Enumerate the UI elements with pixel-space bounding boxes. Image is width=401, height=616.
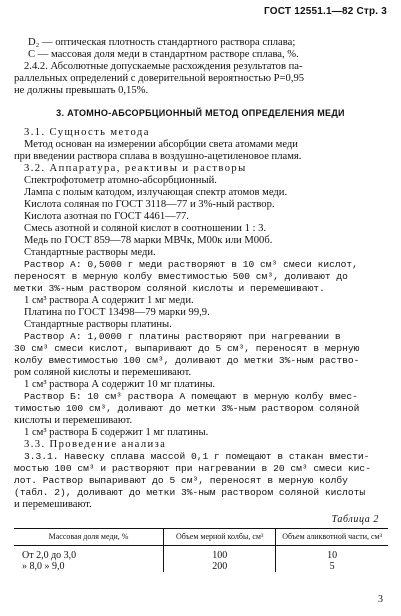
- table-header-cell: Массовая доля меди, %: [14, 529, 164, 546]
- text-line: Раствор А: 1,0000 г платины растворяют при нагревании в: [24, 331, 341, 342]
- text-line: тимостью 100 см³, доливают до метки 3%-ным раствором соляной: [14, 403, 360, 414]
- text-line: Медь по ГОСТ 859—78 марки МВЧк, М00к или М00б.: [24, 235, 273, 246]
- table-cell: 5: [276, 561, 388, 572]
- table-caption: Таблица 2: [331, 514, 379, 525]
- text-line: мостью 100 см³ и растворяют при нагревании в 20 см³ смеси кис-: [14, 463, 371, 474]
- table-cell: 200: [164, 561, 276, 572]
- text-line: 1 см³ раствора Б содержит 1 мг платины.: [24, 427, 209, 438]
- text-line: 3.3.1. Навеску сплава массой 0,1 г помещают в стакан вмести-: [24, 451, 370, 462]
- text-line: 30 см³ смеси кислот, выпаривают до 5 см³, переносят в мерную: [14, 343, 360, 354]
- text-line: Метод основан на измерении абсорбции света атомами меди: [24, 139, 298, 150]
- text-line: 1 см³ раствора А содержит 10 мг платины.: [24, 379, 216, 390]
- text-line: и перемешивают.: [14, 499, 92, 510]
- text-line: Раствор А: 0,5000 г меди растворяют в 10 см³ смеси кислот,: [24, 259, 358, 270]
- text-line: Раствор Б: 10 см³ раствора А помещают в мерную колбу вмес-: [24, 391, 358, 402]
- table-cell: » 8,0 » 9,0: [22, 561, 65, 572]
- text-line: колбу вместимостью 100 см³, доливают до метки 3%-ным раство-: [14, 355, 360, 366]
- subsection-heading: 3.3. Проведение анализа: [24, 439, 167, 450]
- text-line: Спектрофотометр атомно-абсорбционный.: [24, 175, 217, 186]
- text-line: Кислота соляная по ГОСТ 3118—77 и 3%-ный раствор.: [24, 199, 275, 210]
- text-line: раллельных определений с доверительной вероятностью P=0,95: [14, 73, 305, 84]
- text-line: 1 см³ раствора А содержит 1 мг меди.: [24, 295, 194, 306]
- table-row: [14, 546, 388, 562]
- text-line: кислоты и перемешивают.: [14, 415, 133, 426]
- text-line: Лампа с полым катодом, излучающая спектр атомов меди.: [24, 187, 288, 198]
- text-line: Платина по ГОСТ 13498—79 марки 99,9.: [24, 307, 210, 318]
- text-line: Стандартные растворы платины.: [24, 319, 172, 330]
- table-header-cell: Объем аликвотной части, см³: [276, 529, 388, 546]
- subsection-heading: 3.2. Аппаратура, реактивы и растворы: [24, 163, 247, 174]
- page-number: 3: [378, 594, 383, 605]
- text-line: D₂ — оптическая плотность стандартного раствора сплава;: [28, 37, 296, 48]
- text-line: при введении раствора сплава в воздушно-ацетиленовое пламя.: [14, 151, 302, 162]
- text-line: C — массовая доля меди в стандартном растворе сплава, %.: [28, 49, 299, 60]
- section-title: 3. АТОМНО-АБСОРБЦИОННЫЙ МЕТОД ОПРЕДЕЛЕНИЯ МЕДИ: [56, 108, 345, 118]
- table-cell: От 2,0 до 3,0: [22, 550, 77, 561]
- table-cell: 100: [164, 546, 276, 562]
- text-line: Стандартные растворы меди.: [24, 247, 156, 258]
- text-line: переносят в мерную колбу вместимостью 500 см³, доливают до: [14, 271, 348, 282]
- text-line: (табл. 2), доливают до метки 3%-ным раствором соляной кислоты: [14, 487, 366, 498]
- data-table: [14, 528, 388, 572]
- text-line: лот. Раствор выпаривают до 5 см³, переносят в мерную колбу: [14, 475, 348, 486]
- subsection-heading: 3.1. Сущность метода: [24, 127, 150, 138]
- text-line: не должны превышать 0,15%.: [14, 85, 149, 96]
- table-row: [14, 561, 388, 572]
- text-line: метки 3%-ным раствором соляной кислоты и перемешивают.: [14, 283, 325, 294]
- table-cell: 10: [276, 546, 388, 562]
- text-line: ром соляной кислоты и перемешивают.: [14, 367, 192, 378]
- table-header-cell: Объем мерной колбы, см³: [164, 529, 276, 546]
- text-line: Кислота азотная по ГОСТ 4461—77.: [24, 211, 189, 222]
- text-line: Смесь азотной и соляной кислот в соотношении 1 : 3.: [24, 223, 267, 234]
- text-line: 2.4.2. Абсолютные допускаемые расхождения результатов па-: [24, 61, 303, 72]
- page-header: ГОСТ 12551.1—82 Стр. 3: [264, 6, 387, 17]
